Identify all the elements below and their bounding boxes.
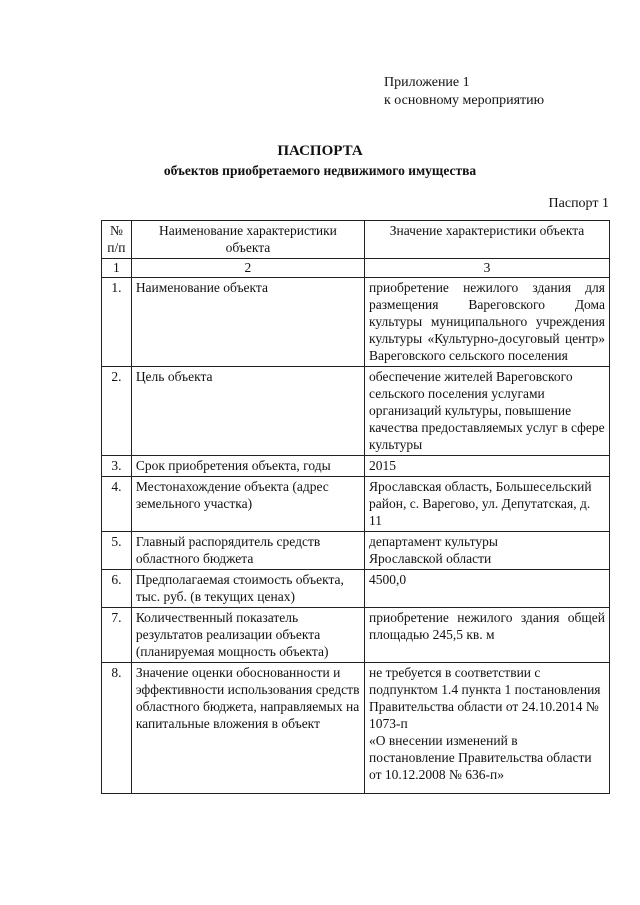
row-name: Местонахождение объекта (адрес земельного участка) xyxy=(131,477,364,532)
table-row xyxy=(102,278,610,367)
row-number: 1. xyxy=(102,278,132,367)
row-value: департамент культуры Ярославской области xyxy=(365,532,610,570)
row-number: 5. xyxy=(102,532,132,570)
document-title: ПАСПОРТА xyxy=(277,143,363,159)
table-row xyxy=(102,367,610,456)
table-row xyxy=(102,477,610,532)
column-number: 2 xyxy=(131,259,364,278)
row-number: 4. xyxy=(102,477,132,532)
document-subtitle: объектов приобретаемого недвижимого имущества xyxy=(163,163,477,178)
appendix-line-1: Приложение 1 xyxy=(384,75,470,90)
row-number: 2. xyxy=(102,367,132,456)
header-number: № п/п xyxy=(102,221,132,259)
row-name: Количественный показатель результатов реализации объекта (планируемая мощность объекта) xyxy=(131,608,364,663)
row-value: Ярославская область, Большесельский район, с. Варегово, ул. Депутатская, д. 11 xyxy=(365,477,610,532)
table-header-row xyxy=(102,221,610,259)
table-row xyxy=(102,532,610,570)
row-name: Наименование объекта xyxy=(131,278,364,367)
row-number: 7. xyxy=(102,608,132,663)
row-number: 6. xyxy=(102,570,132,608)
row-value: 2015 xyxy=(365,456,610,477)
passport-number: Паспорт 1 xyxy=(548,196,609,211)
row-name: Главный распорядитель средств областного бюджета xyxy=(131,532,364,570)
passport-table xyxy=(101,220,610,794)
appendix-note xyxy=(384,74,544,110)
column-number: 1 xyxy=(102,259,132,278)
table-row xyxy=(102,570,610,608)
row-value: обеспечение жителей Вареговского сельского поселения услугами организаций культуры, повышение качества предоставляемых услуг в сфере культуры xyxy=(365,367,610,456)
table-row xyxy=(102,663,610,794)
row-value: приобретение нежилого здания для размещения Вареговского Дома культуры муниципального учреждения культуры «Культурно-досуговый центр» Вареговского сельского поселения xyxy=(365,278,610,367)
row-value: не требуется в соответствии с подпунктом 1.4 пункта 1 постановления Правительства области от 24.10.2014 № 1073-п «О внесении изменений в постановление Правительства области от 10.12.2008 № 636-п» xyxy=(365,663,610,794)
table-row xyxy=(102,456,610,477)
row-value: приобретение нежилого здания общей площадью 245,5 кв. м xyxy=(365,608,610,663)
appendix-line-2: к основному мероприятию xyxy=(384,93,545,108)
column-number-row xyxy=(102,259,610,278)
column-number: 3 xyxy=(365,259,610,278)
row-name: Предполагаемая стоимость объекта, тыс. руб. (в текущих ценах) xyxy=(131,570,364,608)
row-name: Значение оценки обоснованности и эффективности использования средств областного бюджета, направляемых на капитальные вложения в объект xyxy=(131,663,364,794)
row-name: Срок приобретения объекта, годы xyxy=(131,456,364,477)
header-characteristic-name: Наименование характеристики объекта xyxy=(131,221,364,259)
row-number: 8. xyxy=(102,663,132,794)
table-row xyxy=(102,608,610,663)
header-characteristic-value: Значение характеристики объекта xyxy=(365,221,610,259)
row-name: Цель объекта xyxy=(131,367,364,456)
row-value: 4500,0 xyxy=(365,570,610,608)
row-number: 3. xyxy=(102,456,132,477)
